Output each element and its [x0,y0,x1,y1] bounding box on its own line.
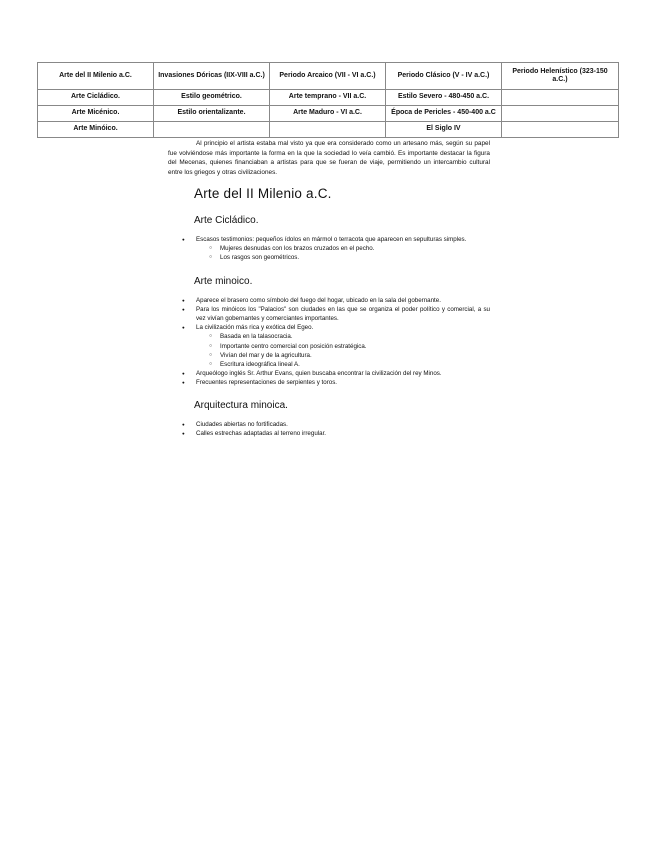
table-row [38,90,619,106]
table-cell: Arte Cicládico. [38,90,154,106]
list-item-text: Escasos testimonios: pequeños ídolos en mármol o terracota que aparecen en sepulturas simples. [196,236,467,243]
list-item: ● Calles estrechas adaptadas al terreno irregular. [168,429,490,438]
list-item: ○ Los rasgos son geométricos. [196,253,490,262]
table-cell: Estilo geométrico. [154,90,270,106]
table-cell [502,106,619,122]
table-cell: Periodo Arcaico (VII - VI a.C.) [270,63,386,90]
content-body [168,186,490,438]
page-title: Arte del II Milenio a.C. [194,186,332,201]
table-cell: Arte Micénico. [38,106,154,122]
table-cell [502,122,619,138]
intro-paragraph [168,139,490,177]
list-item: ○ Vivían del mar y de la agricultura. [196,351,490,360]
list-item: ● Frecuentes representaciones de serpientes y toros. [168,378,490,387]
list-item: ○ Mujeres desnudas con los brazos cruzados en el pecho. [196,244,490,253]
table-row [38,63,619,90]
list-item: ○ Escritura ideográfica lineal A. [196,360,490,369]
section-title-arquitectura: Arquitectura minoica. [194,399,288,411]
table-cell: Arte Minóico. [38,122,154,138]
table-cell: Arte del II Milenio a.C. [38,63,154,90]
table-cell: El Siglo IV [386,122,502,138]
ciclad-sublist [196,244,490,262]
table-cell: Arte Maduro - VI a.C. [270,106,386,122]
section-title-minoic: Arte minoico. [194,275,253,287]
list-item: ● Aparece el brasero como símbolo del fuego del hogar, ubicado en la sala del gobernante. [168,296,490,305]
list-item: ○ Importante centro comercial con posición estratégica. [196,342,490,351]
table-cell: Estilo orientalizante. [154,106,270,122]
table-cell: Época de Pericles - 450-400 a.C [386,106,502,122]
section-title-ciclad: Arte Cicládico. [194,215,259,226]
art-periods-table [37,62,619,138]
list-item: ● Para los minóicos los "Palacios" son ciudades en las que se organiza el poder político y comercial, a su vez vivían gobernantes y comerciantes importantes. [168,305,490,323]
list-item: ● Ciudades abiertas no fortificadas. [168,420,490,429]
ciclad-list [168,235,490,263]
minoic-sublist [196,332,490,369]
table-cell: Arte temprano - VII a.C. [270,90,386,106]
list-item-text: La civilización más rica y exótica del Egeo. [196,324,314,332]
minoic-list [168,296,490,388]
table-row [38,106,619,122]
list-item: ● Arqueólogo inglés Sr. Arthur Evans, quien buscaba encontrar la civilización del rey Minos. [168,369,490,378]
table-cell: Estilo Severo - 480-450 a.C. [386,90,502,106]
arquitectura-list [168,420,490,438]
list-item: ○ Basada en la talasocracia. [196,332,490,341]
table-cell: Periodo Clásico (V - IV a.C.) [386,63,502,90]
table-cell [502,90,619,106]
table-cell [154,122,270,138]
table-cell: Periodo Helenístico (323-150 a.C.) [502,63,619,90]
table-cell [270,122,386,138]
table-row [38,122,619,138]
table-cell: Invasiones Dóricas (IIX-VIII a.C.) [154,63,270,90]
list-item [168,323,490,369]
list-item [168,235,490,263]
intro-text: Al principio el artista estaba mal visto ya que era considerado como un artesano más, según su papel fue volviéndose más importante la forma en la que la sociedad lo veía cambió. Es importante destacar la figura del Mecenas, quienes financiaban a artistas para que se fueran de viaje, permitiendo un intercambio cultural entre los griegos y otras civilizaciones. [168,140,490,176]
